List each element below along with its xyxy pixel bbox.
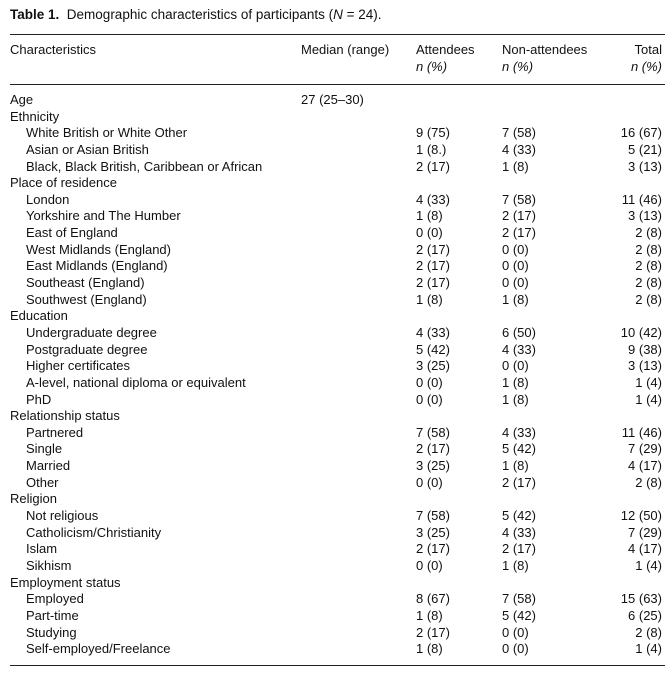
- row-label: East of England: [26, 225, 118, 241]
- row-label: Self-employed/Freelance: [26, 641, 171, 657]
- row-label: Asian or Asian British: [26, 141, 149, 157]
- table-row: [0, 375, 672, 392]
- row-label: Employment status: [10, 574, 121, 590]
- header-characteristics: Characteristics: [10, 42, 96, 57]
- row-label: Sikhism: [26, 557, 72, 573]
- caption-text-after: = 24).: [342, 7, 382, 22]
- row-attendees: 3 (25): [416, 458, 450, 474]
- table-row: [0, 608, 672, 625]
- row-non-attendees: 1 (8): [502, 158, 529, 174]
- row-total: 15 (63): [620, 591, 662, 607]
- row-attendees: 0 (0): [416, 557, 443, 573]
- table-row: [0, 225, 672, 242]
- row-total: 11 (46): [621, 191, 662, 207]
- row-non-attendees: 0 (0): [502, 275, 529, 291]
- row-non-attendees: 2 (17): [502, 474, 536, 490]
- row-non-attendees: 1 (8): [502, 291, 529, 307]
- row-attendees: 2 (17): [416, 158, 450, 174]
- row-label: Black, Black British, Caribbean or African: [26, 158, 263, 174]
- row-attendees: 0 (0): [416, 391, 443, 407]
- row-attendees: 2 (17): [416, 258, 450, 274]
- row-non-attendees: 7 (58): [502, 591, 536, 607]
- row-label: Postgraduate degree: [26, 341, 148, 357]
- table-row: [0, 292, 672, 309]
- row-attendees: 2 (17): [416, 275, 450, 291]
- table-row: [0, 591, 672, 608]
- row-label: Partnered: [26, 424, 84, 440]
- table-row: [0, 541, 672, 558]
- table-row: [0, 258, 672, 275]
- row-attendees: 3 (25): [416, 524, 450, 540]
- table-section-row: [0, 491, 672, 508]
- row-total: 2 (8): [635, 624, 662, 640]
- row-label: Southeast (England): [26, 275, 145, 291]
- row-total: 12 (50): [620, 508, 662, 524]
- row-non-attendees: 1 (8): [502, 391, 529, 407]
- row-total: 1 (4): [635, 641, 662, 657]
- row-non-attendees: 7 (58): [502, 191, 536, 207]
- row-attendees: 2 (17): [416, 624, 450, 640]
- table-body: [0, 92, 672, 658]
- row-label: Place of residence: [10, 175, 117, 191]
- row-total: 2 (8): [635, 225, 662, 241]
- row-total: 2 (8): [635, 258, 662, 274]
- table-row: [0, 208, 672, 225]
- row-label: Undergraduate degree: [26, 324, 157, 340]
- row-total: 1 (4): [635, 374, 662, 390]
- row-total: 1 (4): [635, 391, 662, 407]
- row-non-attendees: 0 (0): [502, 258, 529, 274]
- table-row: [0, 125, 672, 142]
- row-total: 4 (17): [628, 458, 662, 474]
- table-row: [0, 625, 672, 642]
- row-attendees: 1 (8): [416, 641, 443, 657]
- row-label: Not religious: [26, 508, 99, 524]
- table-row: [0, 358, 672, 375]
- row-label: Catholicism/Christianity: [26, 524, 162, 540]
- header-non-attendees-unit: n (%): [502, 59, 534, 74]
- row-total: 9 (38): [628, 341, 662, 357]
- row-non-attendees: 5 (42): [502, 441, 536, 457]
- table-row: [0, 159, 672, 176]
- row-label: Part-time: [26, 607, 79, 623]
- header-total: Total: [634, 42, 662, 57]
- row-label: Education: [10, 308, 68, 324]
- row-total: 3 (13): [628, 358, 662, 374]
- row-non-attendees: 1 (8): [502, 458, 529, 474]
- row-total: 2 (8): [635, 241, 662, 257]
- row-attendees: 1 (8): [416, 208, 443, 224]
- row-attendees: 2 (17): [416, 541, 450, 557]
- row-total: 7 (29): [628, 524, 662, 540]
- row-attendees: 7 (58): [416, 508, 450, 524]
- row-label: Southwest (England): [26, 291, 147, 307]
- row-attendees: 1 (8): [416, 291, 443, 307]
- row-non-attendees: 0 (0): [502, 358, 529, 374]
- row-label: Studying: [26, 624, 77, 640]
- row-total: 4 (17): [628, 541, 662, 557]
- caption-n-symbol: N: [333, 7, 343, 22]
- row-attendees: 2 (17): [416, 241, 450, 257]
- row-label: Employed: [26, 591, 84, 607]
- row-non-attendees: 0 (0): [502, 241, 529, 257]
- table-row: [0, 508, 672, 525]
- row-label: PhD: [26, 391, 52, 407]
- row-non-attendees: 4 (33): [502, 524, 536, 540]
- table-row: [0, 192, 672, 209]
- row-label: London: [26, 191, 70, 207]
- table-caption: [10, 6, 660, 24]
- header-attendees-unit: n (%): [416, 59, 448, 74]
- row-total: 3 (13): [628, 158, 662, 174]
- row-total: 7 (29): [628, 441, 662, 457]
- row-non-attendees: 2 (17): [502, 541, 536, 557]
- row-attendees: 5 (42): [416, 341, 450, 357]
- table-row: [0, 441, 672, 458]
- row-attendees: 3 (25): [416, 358, 450, 374]
- row-total: 16 (67): [620, 125, 662, 141]
- row-non-attendees: 0 (0): [502, 641, 529, 657]
- table-section-row: [0, 308, 672, 325]
- table-section-row: [0, 109, 672, 126]
- table-row: [0, 475, 672, 492]
- row-total: 2 (8): [635, 474, 662, 490]
- row-non-attendees: 5 (42): [502, 508, 536, 524]
- table-section-row: [0, 408, 672, 425]
- table-row: [0, 458, 672, 475]
- header-non-attendees: Non-attendees: [502, 42, 588, 57]
- row-non-attendees: 0 (0): [502, 624, 529, 640]
- row-label: White British or White Other: [26, 125, 188, 141]
- row-total: 6 (25): [628, 607, 662, 623]
- row-non-attendees: 4 (33): [502, 424, 536, 440]
- row-attendees: 9 (75): [416, 125, 450, 141]
- row-label: Relationship status: [10, 408, 120, 424]
- row-attendees: 0 (0): [416, 474, 443, 490]
- row-label: Ethnicity: [10, 108, 60, 124]
- row-total: 2 (8): [635, 275, 662, 291]
- row-non-attendees: 5 (42): [502, 607, 536, 623]
- header-total-unit: n (%): [630, 59, 662, 74]
- row-non-attendees: 1 (8): [502, 374, 529, 390]
- table-row: [0, 525, 672, 542]
- row-label: Other: [26, 474, 59, 490]
- row-attendees: 7 (58): [416, 424, 450, 440]
- table-row: [0, 425, 672, 442]
- row-label: Yorkshire and The Humber: [26, 208, 181, 224]
- row-attendees: 0 (0): [416, 374, 443, 390]
- header-median: Median (range): [301, 42, 390, 57]
- row-total: 5 (21): [628, 141, 662, 157]
- row-attendees: 4 (33): [416, 191, 450, 207]
- row-non-attendees: 6 (50): [502, 324, 536, 340]
- row-label: West Midlands (England): [26, 241, 171, 257]
- table-row: [0, 275, 672, 292]
- table-row: [0, 558, 672, 575]
- row-non-attendees: 2 (17): [502, 208, 536, 224]
- row-attendees: 8 (67): [416, 591, 450, 607]
- row-label: Religion: [10, 491, 57, 507]
- header-rule: [10, 84, 665, 85]
- row-label: A-level, national diploma or equivalent: [26, 374, 246, 390]
- table-row: [0, 392, 672, 409]
- row-label: East Midlands (England): [26, 258, 168, 274]
- header-attendees: Attendees: [416, 42, 475, 57]
- row-label: Age: [10, 92, 34, 107]
- table-row: [0, 641, 672, 658]
- row-label: Higher certificates: [26, 358, 131, 374]
- caption-text-before: Demographic characteristics of participants (: [66, 7, 334, 22]
- row-total: 10 (42): [620, 324, 662, 340]
- row-label: Single: [26, 441, 63, 457]
- bottom-rule: [10, 665, 665, 666]
- table-section-row: [0, 92, 672, 109]
- table-row: [0, 242, 672, 259]
- row-non-attendees: 7 (58): [502, 125, 536, 141]
- row-total: 11 (46): [621, 424, 662, 440]
- top-rule: [10, 34, 665, 35]
- row-total: 3 (13): [628, 208, 662, 224]
- caption-label: Table 1.: [10, 7, 60, 22]
- row-non-attendees: 1 (8): [502, 557, 529, 573]
- row-attendees: 4 (33): [416, 324, 450, 340]
- row-attendees: 1 (8): [416, 607, 443, 623]
- table-section-row: [0, 575, 672, 592]
- row-non-attendees: 4 (33): [502, 341, 536, 357]
- row-total: 2 (8): [635, 291, 662, 307]
- row-label: Islam: [26, 541, 58, 557]
- row-non-attendees: 4 (33): [502, 141, 536, 157]
- table-section-row: [0, 175, 672, 192]
- table-row: [0, 142, 672, 159]
- row-total: 1 (4): [635, 557, 662, 573]
- row-median: 27 (25–30): [301, 92, 364, 107]
- row-attendees: 1 (8.): [416, 141, 447, 157]
- table-row: [0, 325, 672, 342]
- row-attendees: 0 (0): [416, 225, 443, 241]
- table-row: [0, 342, 672, 359]
- row-label: Married: [26, 458, 71, 474]
- row-non-attendees: 2 (17): [502, 225, 536, 241]
- row-attendees: 2 (17): [416, 441, 450, 457]
